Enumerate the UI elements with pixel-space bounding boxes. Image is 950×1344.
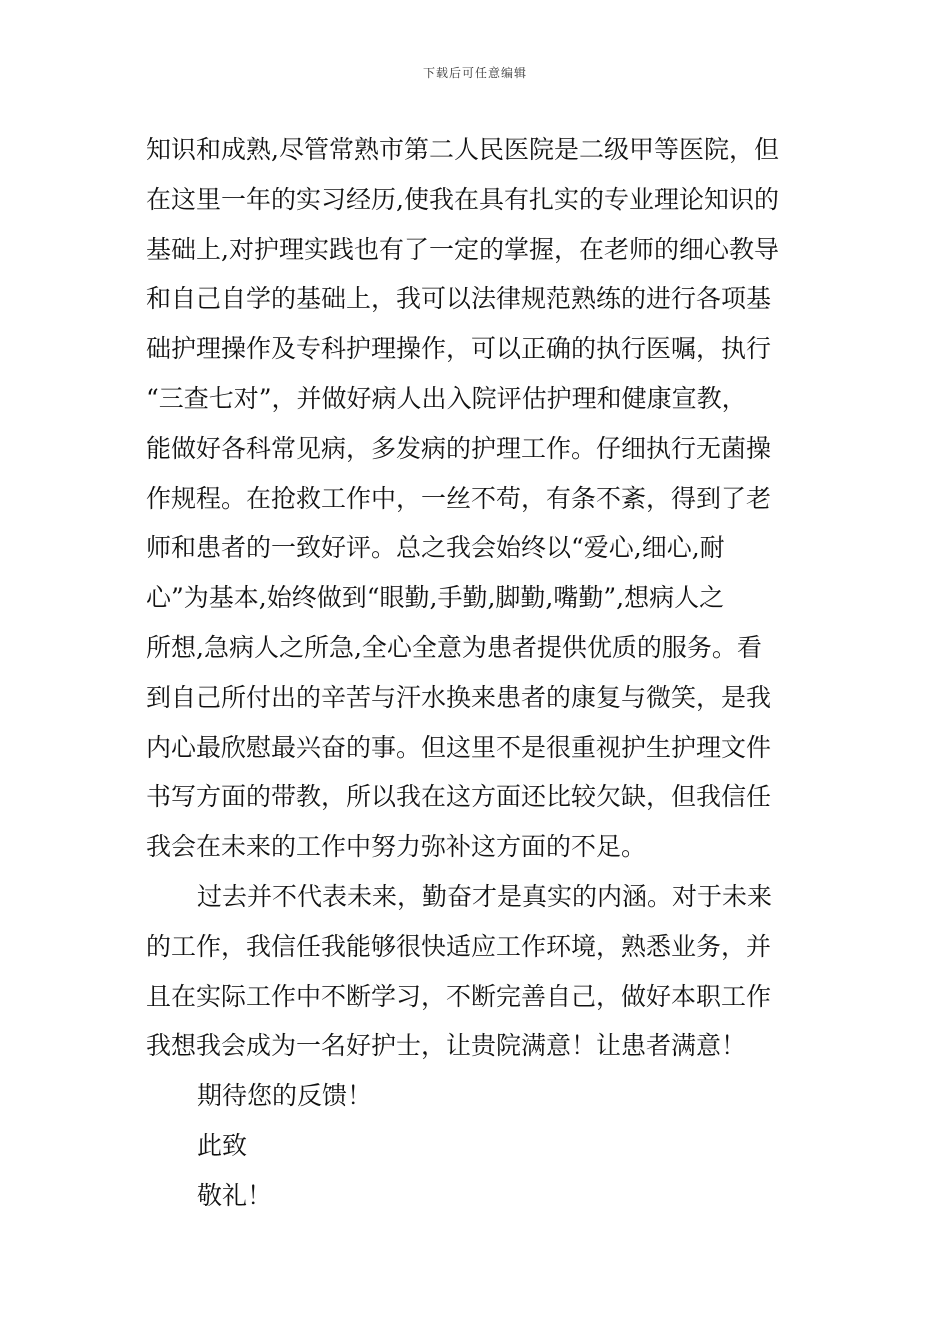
body-line: 到自己所付出的辛苦与汗水换来患者的康复与微笑，是我	[146, 682, 772, 712]
body-line: 我会在未来的工作中努力弥补这方面的不足。	[146, 832, 647, 862]
body-line: 的工作，我信任我能够很快适应工作环境，熟悉业务，并	[146, 931, 772, 961]
body-line: 内心最欣慰最兴奋的事。但这里不是很重视护生护理文件	[146, 732, 772, 762]
page-header-note: 下载后可任意编辑	[422, 66, 527, 80]
closing-line: 期待您的反馈！	[197, 1081, 373, 1111]
body-line: 能做好各科常见病，多发病的护理工作。仔细执行无菌操	[146, 433, 772, 463]
body-line: 础护理操作及专科护理操作，可以正确的执行医嘱，执行	[146, 334, 772, 364]
body-line: “三查七对”，并做好病人出入院评估护理和健康宣教，	[146, 383, 747, 413]
body-line: 和自己自学的基础上，我可以法律规范熟练的进行各项基	[146, 284, 772, 314]
body-line: 作规程。在抢救工作中，一丝不苟，有条不紊，得到了老	[146, 483, 772, 513]
letter-body	[146, 125, 810, 1221]
body-line: 且在实际工作中不断学习，不断完善自己，做好本职工作	[146, 981, 772, 1011]
body-line: 在这里一年的实习经历,使我在具有扎实的专业理论知识的	[146, 184, 779, 214]
body-line: 书写方面的带教，所以我在这方面还比较欠缺，但我信任	[146, 782, 772, 812]
body-line: 心”为基本,始终做到“眼勤,手勤,脚勤,嘴勤”,想病人之	[146, 583, 725, 613]
body-line: 知识和成熟,尽管常熟市第二人民医院是二级甲等医院，但	[146, 135, 779, 164]
salutation-line: 敬礼！	[197, 1180, 273, 1210]
salutation-line: 此致	[197, 1130, 248, 1160]
body-line: 所想,急病人之所急,全心全意为患者提供优质的服务。看	[146, 632, 762, 662]
body-line: 我想我会成为一名好护士，让贵院满意！让患者满意！	[146, 1031, 747, 1061]
body-line: 基础上,对护理实践也有了一定的掌握，在老师的细心教导	[146, 234, 779, 264]
paragraph-start-line: 过去并不代表未来，勤奋才是真实的内涵。对于未来	[197, 881, 773, 911]
body-line: 师和患者的一致好评。总之我会始终以“爱心,细心,耐	[146, 533, 725, 563]
